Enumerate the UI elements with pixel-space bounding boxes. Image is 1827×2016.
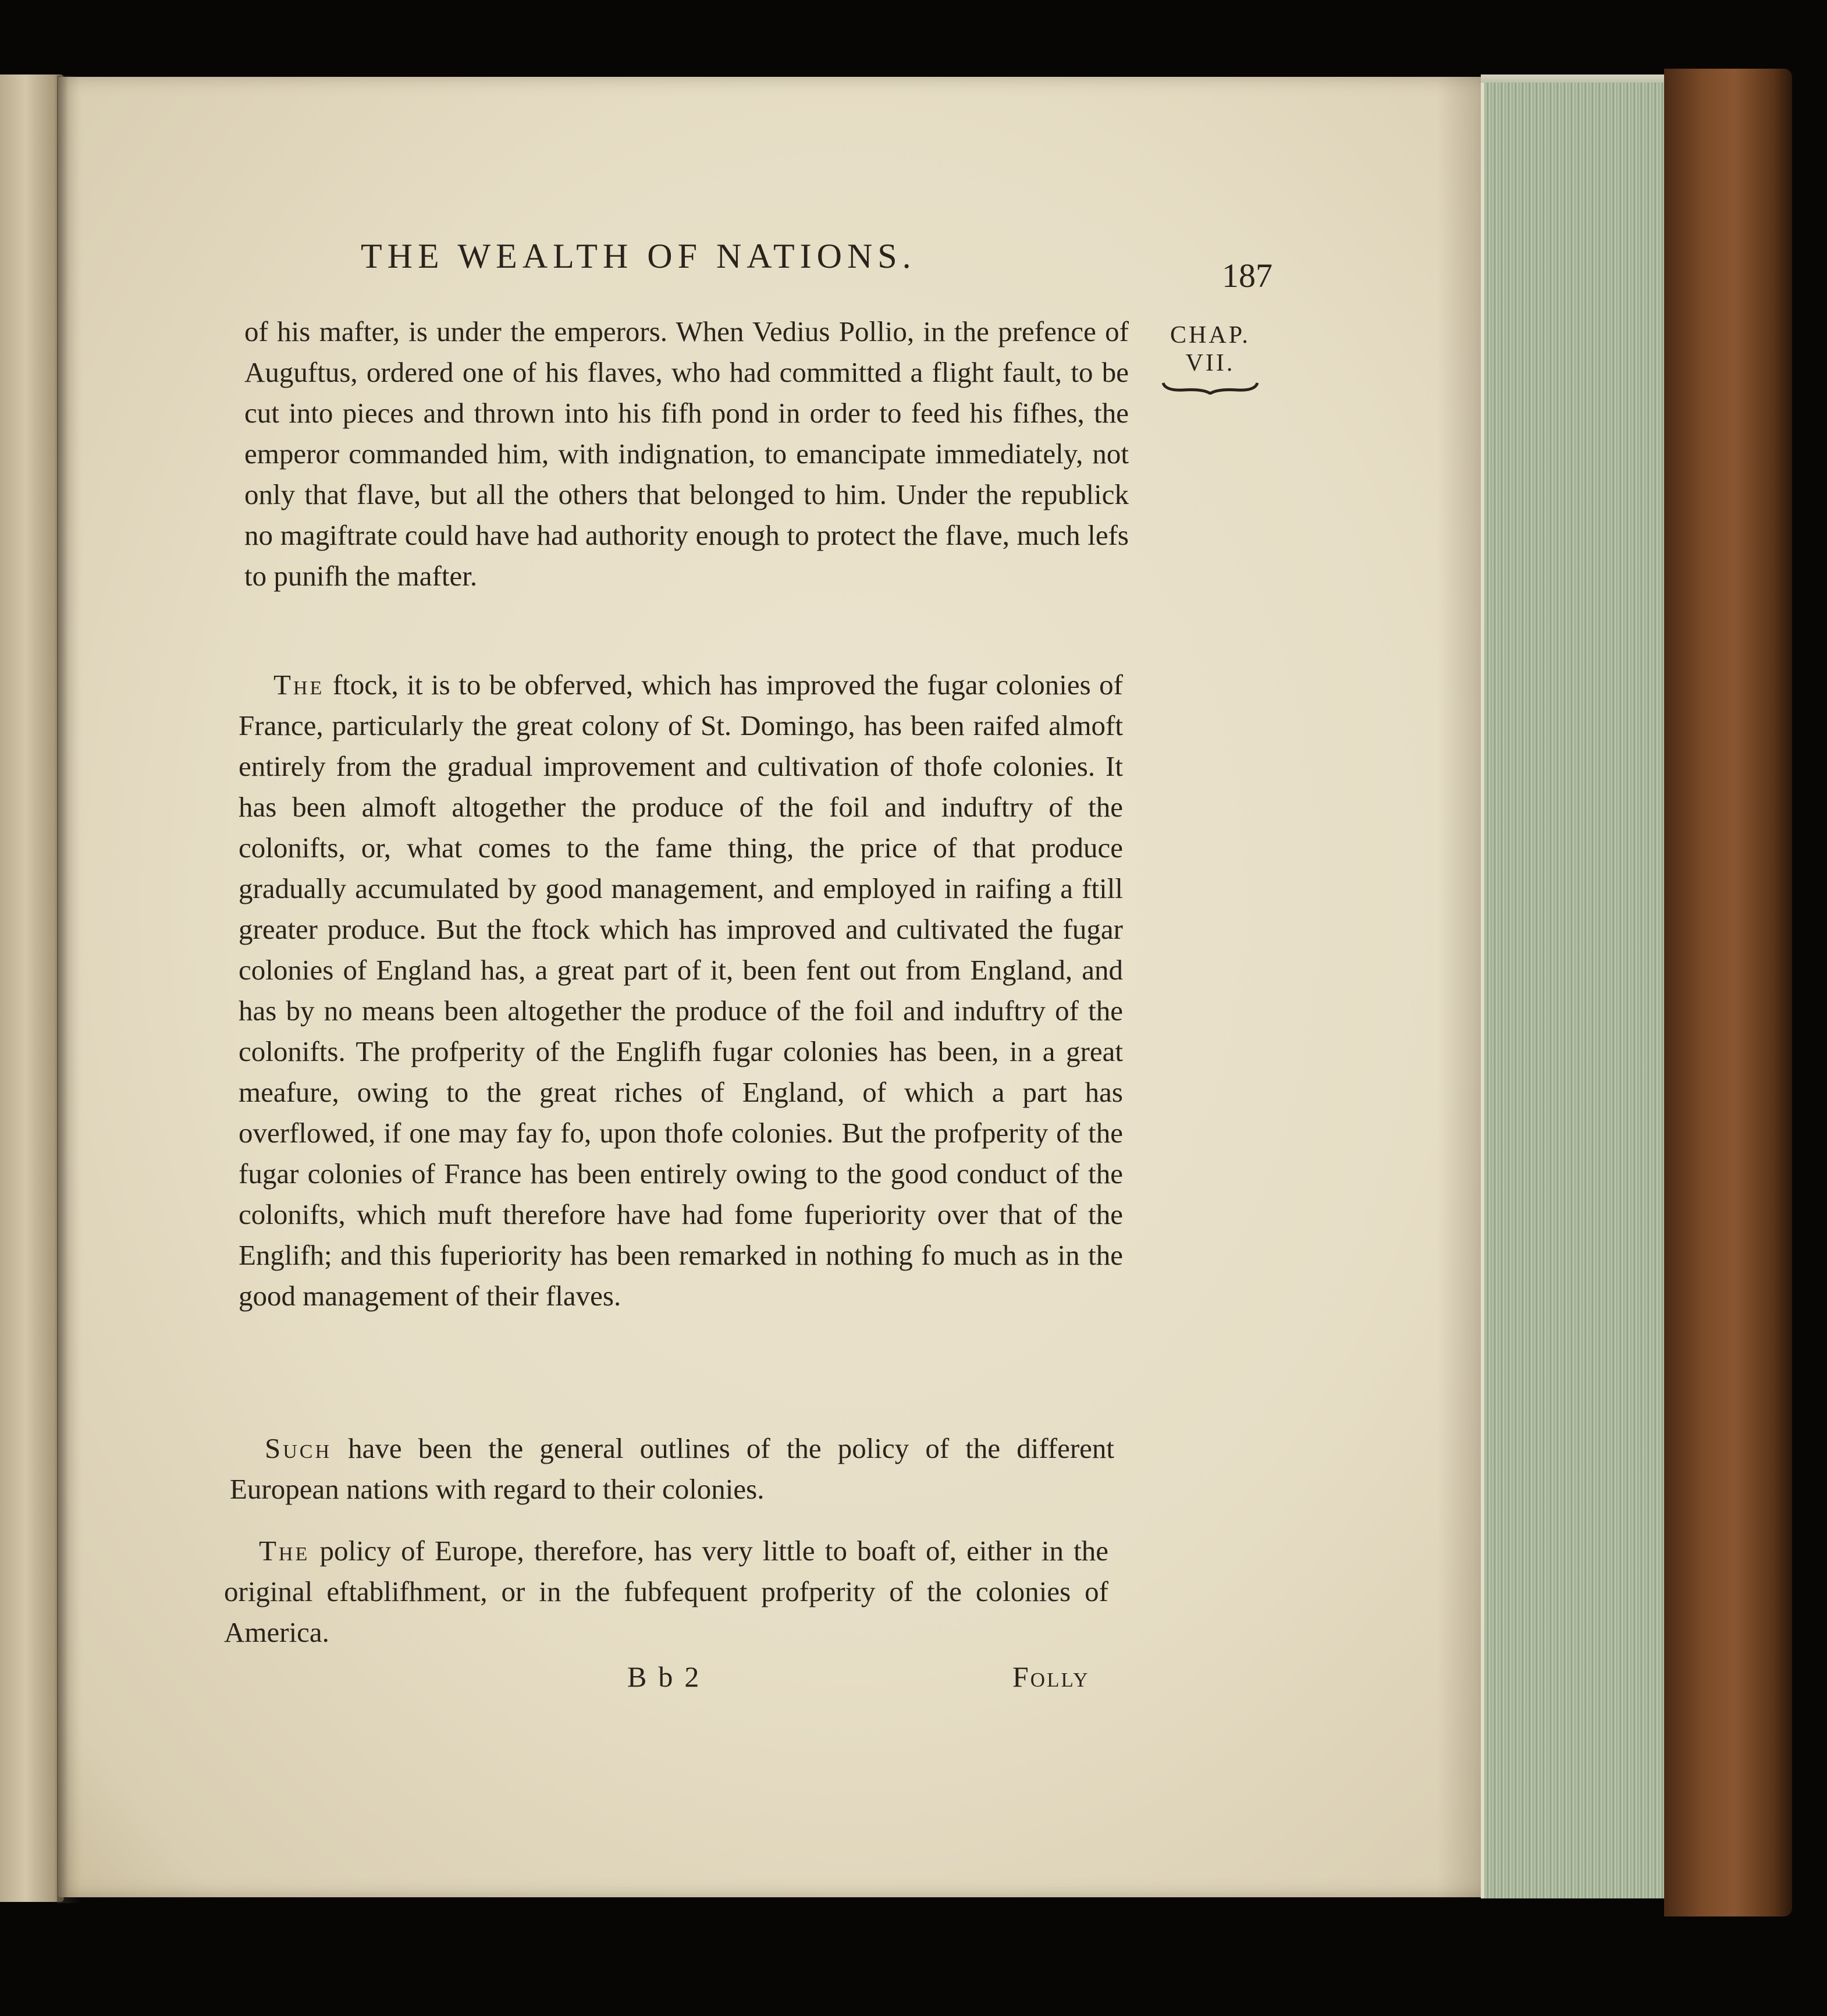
chapter-numeral: VII. bbox=[1185, 350, 1235, 377]
running-title: THE WEALTH OF NATIONS. bbox=[361, 237, 916, 275]
signature-mark: Bb2 bbox=[627, 1660, 711, 1693]
paragraph-text: of his mafter, is under the emperors. When Vedius Pollio, in the prefence of Auguftus, ordered one of his flaves, who had committed a flight fault, to be cut into pieces and thrown into his fifh pond in order to feed his fifhes, the emperor commanded him, with indignation, to emancipate immediately, not only that flave, but all the others that belonged to him. Under the republick no magiftrate could have had authority enough to protect the flave, much lefs to punifh the mafter. bbox=[244, 315, 1129, 592]
fore-edge-pages bbox=[1481, 83, 1679, 1898]
paragraph-text: have been the general outlines of the policy of the different European nations with regard to their colonies. bbox=[230, 1432, 1114, 1505]
paragraph bbox=[224, 1531, 1108, 1653]
paragraph-text: ftock, it is to be obferved, which has improved the fugar colonies of France, particularly the great colony of St. Domingo, has been raifed almoft entirely from the gradual improvement and cultivation of thofe colonies. It has been almoft altogether the produce of the foil and induftry of the colonifts, or, what comes to the fame thing, the price of that produce gradually accumulated by good management, and employed in raifing a ftill greater produce. But the ftock which has improved and cultivated the fugar colonies of England has, a great part of it, been fent out from England, and has by no means been altogether the produce of the foil and induftry of the colonifts. The profperity of the Englifh fugar colonies has been, in a great meafure, owing to the great riches of England, of which a part has overflowed, if one may fay fo, upon thofe colonies. But the profperity of the fugar colonies of France has been entirely owing to the good conduct of the colonifts, which muft therefore have had fome fuperiority over that of the Englifh; and this fuperiority has been remarked in nothing fo much as in the good management of their flaves. bbox=[239, 669, 1124, 1312]
paragraph bbox=[239, 665, 1123, 1316]
facing-page-edge bbox=[0, 74, 64, 1902]
paragraph-lead: The bbox=[259, 1535, 310, 1567]
paragraph bbox=[230, 1428, 1114, 1510]
gutter-shadow bbox=[57, 76, 80, 1903]
chapter-marker bbox=[1155, 321, 1266, 395]
leather-cover bbox=[1664, 69, 1792, 1916]
catchword: Folly bbox=[1012, 1660, 1090, 1693]
page-number: 187 bbox=[1222, 257, 1272, 294]
paragraph bbox=[244, 311, 1129, 597]
brace-ornament bbox=[1161, 379, 1260, 395]
chapter-label: CHAP. bbox=[1170, 322, 1250, 349]
paragraph-lead: The bbox=[273, 669, 325, 701]
paragraph-text: policy of Europe, therefore, has very little to boaft of, either in the original eftablifhment, or in the fubfequent profperity of the colonies of America. bbox=[224, 1535, 1109, 1648]
paragraph-lead: Such bbox=[265, 1432, 332, 1464]
